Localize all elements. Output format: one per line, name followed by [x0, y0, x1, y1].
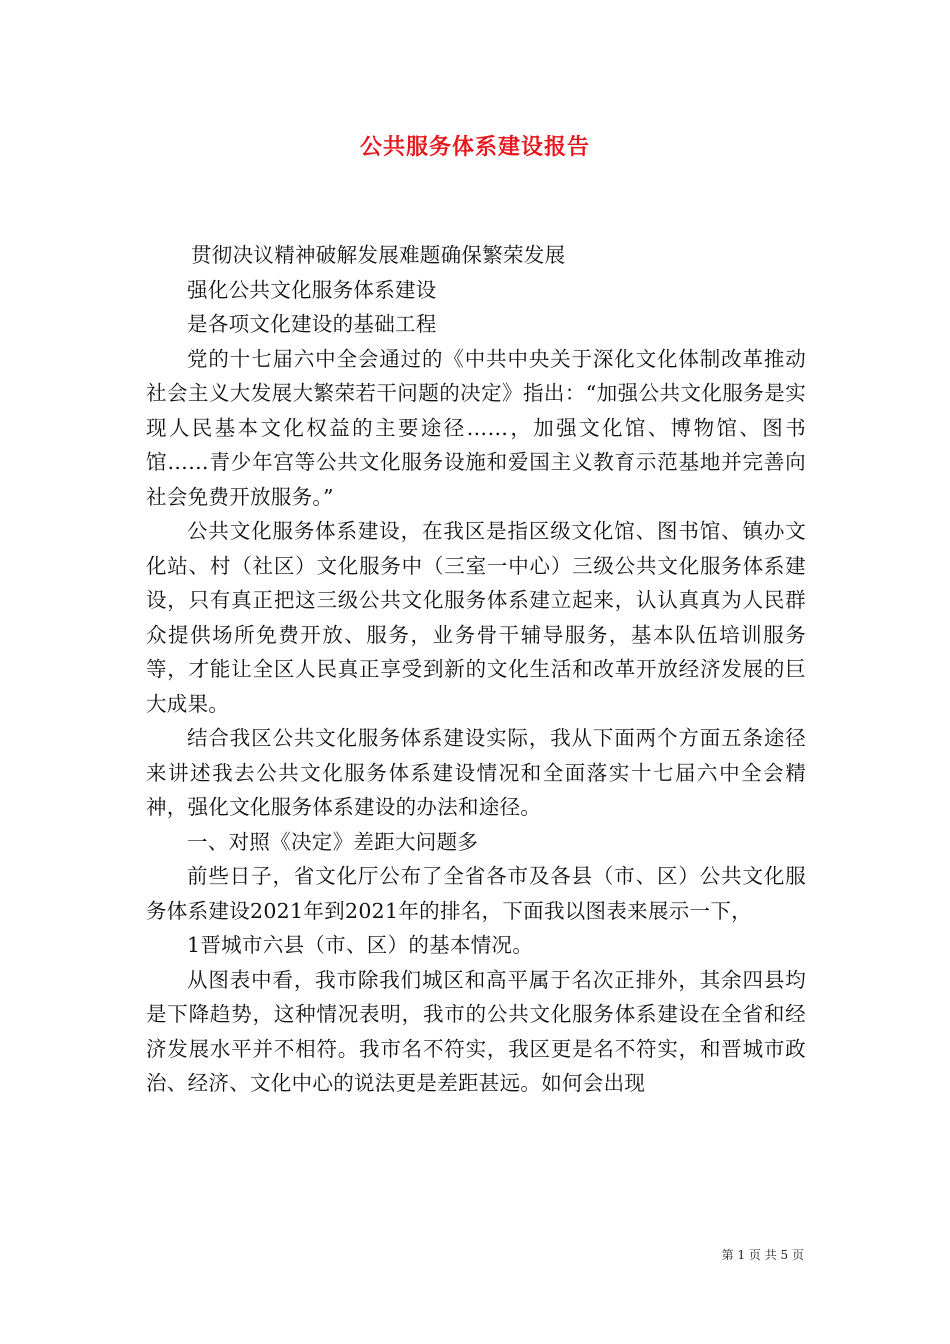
paragraph-service-system: 公共文化服务体系建设，在我区是指区级文化馆、图书馆、镇办文化站、村（社区）文化服务中（三室一中心）三级公共文化服务体系建设，只有真正把这三级公共文化服务体系建立起来，认认真真为人民群众提供场所免费开放、服务，业务骨干辅导服务，基本队伍培训服务等，才能让全区人民真正享受到新的文化生活和改革开放经济发展的巨大成果。 — [146, 519, 806, 716]
section-heading-1: 一、对照《决定》差距大问题多 — [187, 829, 479, 854]
paragraph-lead-1: 贯彻决议精神破解发展难题确保繁荣发展 — [191, 243, 566, 267]
paragraph-decision-quote: 党的十七届六中全会通过的《中共中央关于深化文化体制改革推动社会主义大发展大繁荣若干问题的决定》指出：“加强公共文化服务是实现人民基本文化权益的主要途径……，加强文化馆、博物馆、图书馆……青少年宫等公共文化服务设施和爱国主义教育示范基地并完善向社会免费开放服务。” — [146, 346, 806, 509]
paragraph-jincheng: 1晋城市六县（市、区）的基本情况。 — [187, 933, 534, 957]
paragraph-ranking: 前些日子，省文化厅公布了全省各市及各县（市、区）公共文化服务体系建设2021年到2021年的排名，下面我以图表来展示一下， — [146, 864, 806, 923]
document-body — [146, 238, 806, 1101]
document-title: 公共服务体系建设报告 — [359, 134, 590, 160]
paragraph-approach: 结合我区公共文化服务体系建设实际，我从下面两个方面五条途径来讲述我去公共文化服务体系建设情况和全面落实十七届六中全会精神，强化文化服务体系建设的办法和途径。 — [146, 726, 806, 819]
paragraph-lead-2: 强化公共文化服务体系建设 — [187, 277, 437, 302]
paragraph-chart-analysis: 从图表中看，我市除我们城区和高平属于名次正排外，其余四县均是下降趋势，这种情况表明，我市的公共文化服务体系建设在全省和经济发展水平并不相符。我市名不符实，我区更是名不符实，和晋城市政治、经济、文化中心的说法更是差距甚远。如何会出现 — [146, 967, 806, 1095]
paragraph-lead-3: 是各项文化建设的基础工程 — [187, 312, 437, 336]
page-number: 第 1 页 共 5 页 — [721, 1248, 804, 1262]
